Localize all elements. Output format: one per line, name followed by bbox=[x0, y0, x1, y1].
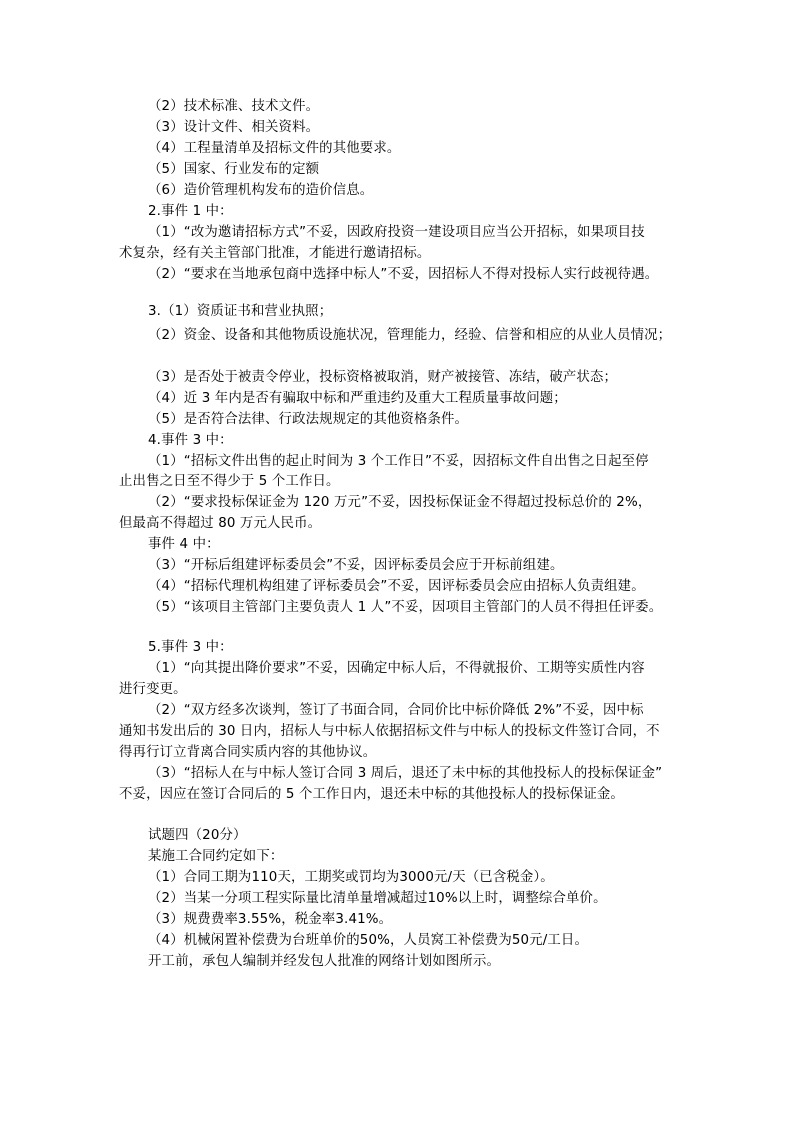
text-line: （4）机械闲置补偿费为台班单价的50%，人员窝工补偿费为50元/工日。 bbox=[148, 933, 589, 948]
text-line: 5.事件 3 中： bbox=[148, 640, 233, 655]
text-line: （2）当某一分项工程实际量比清单量增减超过10%以上时，调整综合单价。 bbox=[148, 891, 607, 906]
text-line: （2）“双方经多次谈判，签订了书面合同，合同价比中标价降低 2%”不妥，因中标 bbox=[148, 703, 644, 718]
text-line: 不妥，因应在签订合同后的 5 个工作日内，退还未中标的其他投标人的投标保证金。 bbox=[119, 787, 624, 802]
text-line: （2）“要求投标保证金为 120 万元”不妥，因投标保证金不得超过投标总价的 2%， bbox=[148, 495, 652, 510]
text-line: 止出售之日至不得少于 5 个工作日。 bbox=[119, 474, 340, 489]
text-line: （4）近 3 年内是否有骗取中标和严重违约及重大工程质量事故问题； bbox=[148, 391, 567, 406]
text-line: （1）“招标文件出售的起止时间为 3 个工作日”不妥，因招标文件自出售之日起至停 bbox=[148, 454, 649, 469]
text-line: （4）“招标代理机构组建了评标委员会”不妥，因评标委员会应由招标人负责组建。 bbox=[148, 579, 645, 594]
text-line: （2）技术标准、技术文件。 bbox=[148, 99, 320, 114]
text-line: 某施工合同约定如下： bbox=[148, 849, 284, 864]
text-line: （3）“开标后组建评标委员会”不妥，因评标委员会应于开标前组建。 bbox=[148, 558, 564, 573]
text-line: （3）“招标人在与中标人签订合同 3 周后，退还了未中标的其他投标人的投标保证金” bbox=[148, 766, 663, 781]
text-line: （4）工程量清单及招标文件的其他要求。 bbox=[148, 141, 401, 156]
text-line: 3.（1）资质证书和营业执照； bbox=[148, 304, 333, 319]
text-line: 事件 4 中： bbox=[148, 537, 220, 552]
text-line: （3）是否处于被责令停业，投标资格被取消，财产被接管、冻结，破产状态； bbox=[148, 370, 618, 385]
text-line: 但最高不得超过 80 万元人民币。 bbox=[119, 516, 322, 531]
text-line: 进行变更。 bbox=[119, 682, 187, 697]
text-line: 得再行订立背离合同实质内容的其他协议。 bbox=[119, 745, 377, 760]
text-line: （5）国家、行业发布的定额 bbox=[148, 162, 320, 177]
text-line: 4.事件 3 中： bbox=[148, 433, 233, 448]
text-line: （1）合同工期为110天，工期奖或罚均为3000元/天（已含税金）。 bbox=[148, 870, 554, 885]
text-line: （3）规费费率3.55%，税金率3.41%。 bbox=[148, 912, 393, 927]
text-line: （2）资金、设备和其他物质设施状况，管理能力，经验、信誉和相应的从业人员情况； bbox=[148, 328, 672, 343]
text-line: 开工前，承包人编制并经发包人批准的网络计划如图所示。 bbox=[148, 954, 501, 969]
text-line: （1）“向其提出降价要求”不妥，因确定中标人后，不得就报价、工期等实质性内容 bbox=[148, 661, 645, 676]
text-line: 试题四（20分） bbox=[148, 828, 247, 843]
text-line: （3）设计文件、相关资料。 bbox=[148, 120, 320, 135]
text-line: 术复杂，经有关主管部门批准，才能进行邀请招标。 bbox=[119, 246, 431, 261]
text-line: （1）“改为邀请招标方式”不妥，因政府投资一建设项目应当公开招标，如果项目技 bbox=[148, 225, 645, 240]
text-line: 2.事件 1 中： bbox=[148, 204, 233, 219]
text-line: （5）“该项目主管部门主要负责人 1 人”不妥，因项目主管部门的人员不得担任评委。 bbox=[148, 600, 663, 615]
text-line: （6）造价管理机构发布的造价信息。 bbox=[148, 183, 374, 198]
text-line: 通知书发出后的 30 日内，招标人与中标人依据招标文件与中标人的投标文件签订合同，不 bbox=[119, 724, 660, 739]
text-line: （5）是否符合法律、行政法规规定的其他资格条件。 bbox=[148, 412, 469, 427]
text-line: （2）“要求在当地承包商中选择中标人”不妥，因招标人不得对投标人实行歧视待遇。 bbox=[148, 267, 659, 282]
